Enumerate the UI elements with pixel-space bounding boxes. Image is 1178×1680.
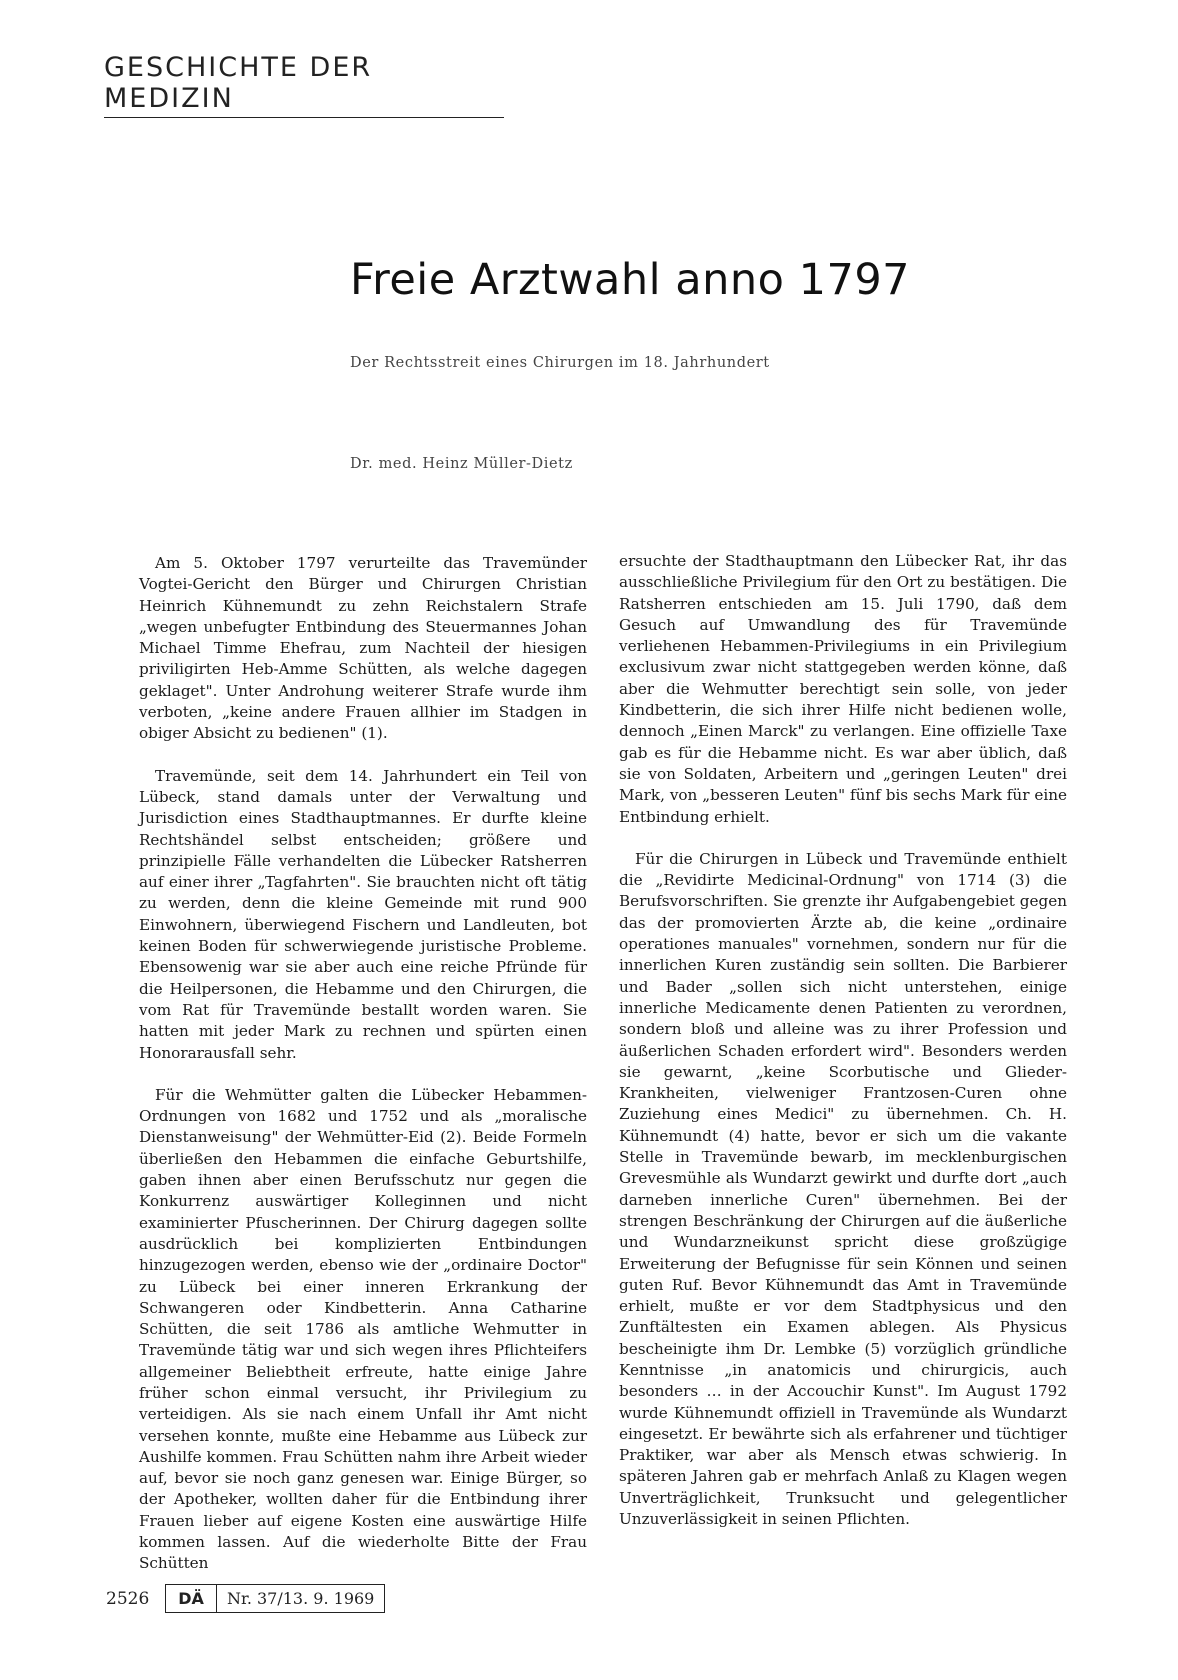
paragraph: Für die Chirurgen in Lübeck und Travemünde enthielt die „Revidirte Medicinal-Ordnung" von 1714 (3) die Berufsvorschriften. Sie grenzte ihr Aufgabengebiet gegen das der promovierten Ärzte ab, die keine „ordinaire operationes manuales" vornehmen, sondern nur für die innerlichen Kuren zuständig sein sollten. Die Barbierer und Bader „sollen sich nicht unterstehen, einige innerliche Medicamente denen Patienten zu verordnen, sondern bloß und alleine was zu ihrer Profession und äußerlichen Schaden erfordert wird". Besonders werden sie gewarnt, „keine Scorbutische und Glieder-Krankheiten, vielweniger Frantzosen-Curen ohne Zuziehung eines Medici" zu übernehmen. Ch. H. Kühnemundt (4) hatte, bevor er sich um die vakante Stelle in Travemünde bewarb, im mecklenburgischen Grevesmühle als Wundarzt gewirkt und durfte dort „auch darneben innerliche Curen" übernehmen. Bei der strengen Beschränkung der Chirurgen auf die äußerliche und Wundarzneikunst spricht diese großzügige Erweiterung der Befugnisse für sein Können und seinen guten Ruf. Bevor Kühnemundt das Amt in Travemünde erhielt, mußte er vor dem Stadtphysicus und den Zunftältesten ein Examen ablegen. Als Physicus bescheinigte ihm Dr. Lembke (5) vorzüglich gründliche Kenntnisse „in anatomicis und chirurgicis, auch besonders … in der Accouchir Kunst". Im August 1792 wurde Kühnemundt offiziell in Travemünde als Wundarzt eingesetzt. Er bewährte sich als erfahrener und tüchtiger Praktiker, war aber als Mensch etwas schwierig. In späteren Jahren gab er mehrfach Anlaß zu Klagen wegen Unverträglichkeit, Trunksucht und gelegentlicher Unzuverlässigkeit in seinen Pflichten. [619, 849, 1067, 1529]
left-column [139, 553, 587, 1596]
right-column [619, 551, 1067, 1551]
journal-badge [165, 1584, 385, 1613]
paragraph: Für die Wehmütter galten die Lübecker Hebammen-Ordnungen von 1682 und 1752 und als „moralische Dienstanweisung" der Wehmütter-Eid (2). Beide Formeln überließen den Hebammen die einfache Geburtshilfe, gaben ihnen aber einen Berufsschutz nur gegen die Konkurrenz auswärtiger Kolleginnen und nicht examinierter Pfuscherinnen. Der Chirurg dagegen sollte ausdrücklich bei komplizierten Entbindungen hinzugezogen werden, ebenso wie der „ordinaire Doctor" zu Lübeck bei einer inneren Erkrankung der Schwangeren oder Kindbetterin. Anna Catharine Schütten, die seit 1786 als amtliche Wehmutter in Travemünde tätig war und sich wegen ihres Pflichteifers allgemeiner Beliebtheit erfreute, hatte einige Jahre früher schon einmal versucht, ihr Privilegium zu verteidigen. Als sie nach einem Unfall ihr Amt nicht versehen konnte, mußte eine Hebamme aus Lübeck zur Aushilfe kommen. Frau Schütten nahm ihre Arbeit wieder auf, bevor sie noch ganz genesen war. Einige Bürger, so der Apotheker, wollten daher für die Entbindung ihrer Frauen lieber auf eigene Kosten eine auswärtige Hilfe kommen lassen. Auf die wiederholte Bitte der Frau Schütten [139, 1085, 587, 1573]
section-header: GESCHICHTE DER MEDIZIN [104, 52, 504, 118]
journal-name: DÄ [166, 1585, 217, 1612]
paragraph: ersuchte der Stadthauptmann den Lübecker Rat, ihr das ausschließliche Privilegium für den Ort zu bestätigen. Die Ratsherren entschieden am 15. Juli 1790, daß dem Gesuch auf Umwandlung des für Travemünde verliehenen Hebammen-Privilegiums in ein Privilegium exclusivum zwar nicht stattgegeben werden könne, daß aber die Wehmutter berechtigt sein solle, von jeder Kindbetterin, die sich ihrer Hilfe nicht bedienen wolle, dennoch „Einen Marck" zu verlangen. Eine offizielle Taxe gab es für die Hebamme nicht. Es war aber üblich, daß sie von Soldaten, Arbeitern und „geringen Leuten" drei Mark, von „besseren Leuten" fünf bis sechs Mark für eine Entbindung erhielt. [619, 552, 1067, 826]
article-subtitle: Der Rechtsstreit eines Chirurgen im 18. Jahrhundert [350, 355, 770, 371]
article-author: Dr. med. Heinz Müller-Dietz [350, 456, 573, 472]
page-footer [106, 1584, 385, 1613]
paragraph: Travemünde, seit dem 14. Jahrhundert ein Teil von Lübeck, stand damals unter der Verwaltung und Jurisdiction eines Stadthauptmannes. Er durfte kleine Rechtshändel selbst entscheiden; größere und prinzipielle Fälle verhandelten die Lübecker Ratsherren auf einer ihrer „Tagfahrten". Sie brauchten nicht oft tätig zu werden, denn die kleine Gemeinde mit rund 900 Einwohnern, überwiegend Fischern und Landleuten, bot keinen Boden für schwerwiegende juristische Probleme. Ebensowenig war sie aber auch eine reiche Pfründe für die Heilpersonen, die Hebamme und den Chirurgen, die vom Rat für Travemünde bestallt worden waren. Sie hatten mit jeder Mark zu rechnen und spürten einen Honorarausfall sehr. [139, 766, 587, 1062]
page-number: 2526 [106, 1588, 150, 1609]
paragraph: Am 5. Oktober 1797 verurteilte das Travemünder Vogtei-Gericht den Bürger und Chirurgen Christian Heinrich Kühnemundt zu zehn Reichstalern Strafe „wegen unbefugter Entbindung des Steuermannes Johan Michael Timme Ehefrau, zum Nachteil der hiesigen priviligirten Heb-Amme Schütten, als welche dagegen geklaget". Unter Androhung weiterer Strafe wurde ihm verboten, „keine andere Frauen allhier im Stadgen in obiger Absicht zu bedienen" (1). [139, 554, 587, 743]
issue-info: Nr. 37/13. 9. 1969 [226, 1589, 375, 1608]
article-title: Freie Arztwahl anno 1797 [350, 255, 911, 305]
